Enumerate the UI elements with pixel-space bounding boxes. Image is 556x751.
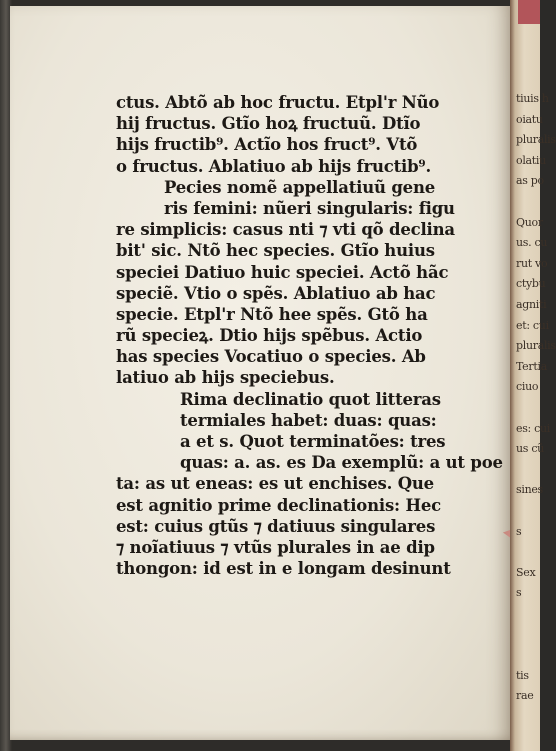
text-line: ta: as ut eneas: es ut enchises. Que	[116, 474, 434, 494]
text-line: est agnitio prime declinationis: Hec	[116, 495, 442, 515]
text-line: hijs fructib⁹. Actĩo hos fruct⁹. Vtõ	[116, 135, 418, 155]
text-line: specie. Etpl'r Ntõ hee spẽs. Gtõ ha	[116, 304, 428, 324]
text-line: speciei Datiuo huic speciei. Actõ hãc	[116, 262, 449, 282]
edge-text-fragment: ciuo	[516, 380, 539, 394]
edge-text-fragment: Quor	[516, 215, 543, 229]
edge-text-fragment: oiatu	[516, 112, 543, 126]
edge-text-fragment: es: cui	[516, 421, 551, 435]
text-line: re simplicis: casus nti ⁊ vti qõ declina	[116, 220, 455, 240]
edge-text-fragment: s	[516, 524, 522, 538]
latin-text-block	[116, 92, 503, 579]
edge-text-fragment: as po	[516, 174, 544, 188]
text-line: rũ specieꝝ. Dtio hijs spẽbus. Actio	[116, 326, 423, 346]
edge-text-fragment: tiuis h	[516, 92, 549, 105]
text-line: Rima declinatio quot litteras	[180, 389, 441, 409]
edge-text-fragment: Sex	[516, 565, 536, 579]
edge-text-fragment: us cũ	[516, 442, 544, 456]
edge-text-fragment: ctybu	[516, 277, 546, 291]
text-line: ris femini: nũeri singularis: figu	[164, 198, 455, 218]
text-line: ctus. Abtõ ab hoc fructu. Etpl'r Nũo	[116, 93, 440, 112]
bookmark-tab	[518, 0, 540, 24]
text-line: est: cuius gtũs ⁊ datiuus singulares	[116, 516, 436, 536]
edge-text-fragment: pluralis	[516, 339, 556, 353]
edge-text-fragment: s	[516, 586, 522, 600]
edge-text-fragment: rut vo	[516, 256, 548, 270]
text-line: a et s. Quot terminatões: tres	[180, 432, 446, 451]
text-line: ⁊ noĩatiuus ⁊ vtũs plurales in ae dip	[116, 537, 435, 557]
edge-text-fragment: us. cu	[516, 236, 548, 250]
text-line: hij fructus. Gtĩo hoꝝ fructuũ. Dtĩo	[116, 114, 421, 134]
text-line: has species Vocatiuo o species. Ab	[116, 347, 426, 367]
text-line: quas: a. as. es Da exemplũ: a ut poe	[180, 453, 503, 473]
text-line: Pecies nomẽ appellatiuũ gene	[164, 177, 436, 197]
adjacent-page-edge	[510, 0, 556, 751]
text-line: speciẽ. Vtio o spẽs. Ablatiuo ab hac	[116, 283, 436, 303]
edge-text-fragment: et: cui	[516, 318, 549, 332]
edge-text-fragment: rae	[516, 689, 534, 703]
edge-text-fragment: Tertia	[516, 359, 547, 373]
text-line: thongon: id est in e longam desinunt	[116, 559, 451, 579]
text-line: latiuo ab hijs speciebus.	[116, 368, 335, 388]
text-line: o fructus. Ablatiuo ab hijs fructib⁹.	[116, 156, 431, 176]
book-page	[10, 6, 510, 740]
edge-text-fragment: olatiu	[516, 153, 546, 167]
edge-text-fragment: sines	[516, 483, 543, 497]
text-line: termiales habet: duas: quas:	[180, 410, 437, 430]
edge-text-fragment: agniti	[516, 298, 547, 311]
edge-text-fragment: pluralis	[516, 133, 556, 147]
edge-text-fragment: tis	[516, 668, 529, 682]
text-line: bit' sic. Ntõ hec species. Gtĩo huius	[116, 241, 435, 261]
